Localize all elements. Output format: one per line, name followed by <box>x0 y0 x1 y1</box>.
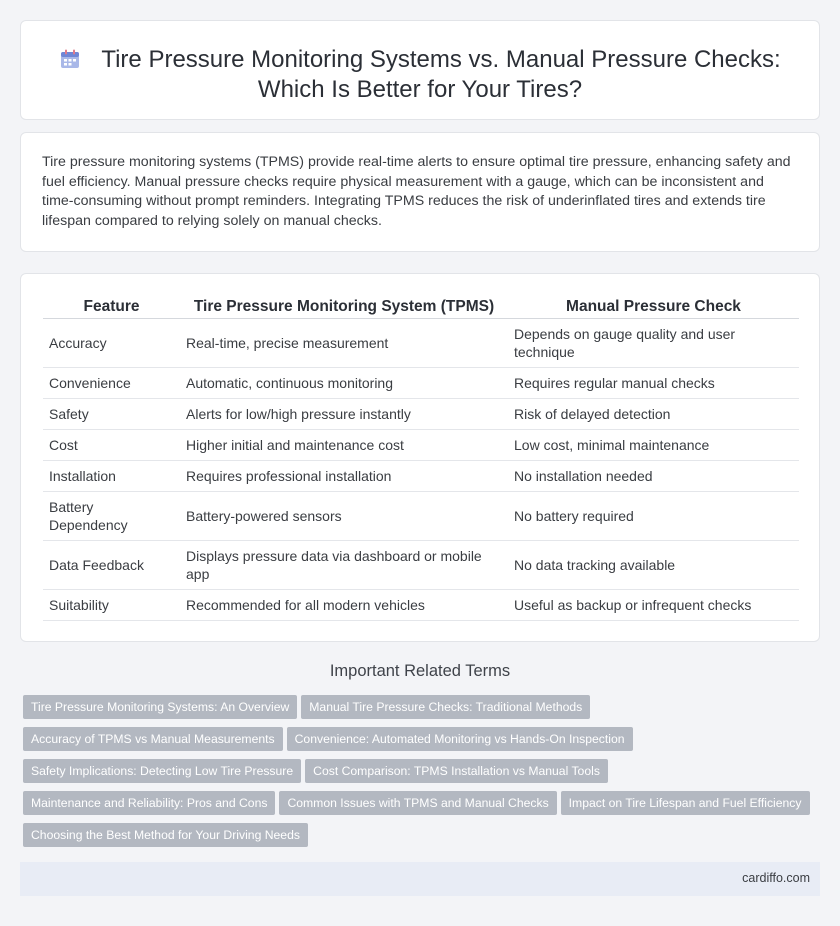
intro-card <box>20 132 820 252</box>
table-row <box>43 541 799 590</box>
related-term-tag[interactable]: Cost Comparison: TPMS Installation vs Manual Tools <box>305 759 608 783</box>
calendar-icon <box>59 48 81 70</box>
table-row <box>43 590 799 621</box>
tpms-cell: Requires professional installation <box>180 461 508 492</box>
manual-cell: Depends on gauge quality and user technique <box>508 319 799 368</box>
comparison-card <box>20 273 820 642</box>
header-manual: Manual Pressure Check <box>508 296 799 319</box>
table-row <box>43 399 799 430</box>
table-row <box>43 319 799 368</box>
footer-site-link[interactable]: cardiffo.com <box>742 871 810 885</box>
manual-cell: Low cost, minimal maintenance <box>508 430 799 461</box>
manual-cell: No installation needed <box>508 461 799 492</box>
related-term-tag[interactable]: Maintenance and Reliability: Pros and Cons <box>23 791 275 815</box>
manual-cell: No battery required <box>508 492 799 541</box>
related-term-tag[interactable]: Accuracy of TPMS vs Manual Measurements <box>23 727 283 751</box>
feature-cell: Accuracy <box>43 319 180 368</box>
tpms-cell: Battery-powered sensors <box>180 492 508 541</box>
table-header-row <box>43 296 799 319</box>
related-term-tag[interactable]: Convenience: Automated Monitoring vs Hands-On Inspection <box>287 727 633 751</box>
manual-cell: Useful as backup or infrequent checks <box>508 590 799 621</box>
title-line-1: Tire Pressure Monitoring Systems vs. Manual Pressure Checks: <box>101 46 781 73</box>
manual-cell: Risk of delayed detection <box>508 399 799 430</box>
related-term-tag[interactable]: Impact on Tire Lifespan and Fuel Efficiency <box>561 791 810 815</box>
tpms-cell: Higher initial and maintenance cost <box>180 430 508 461</box>
feature-cell: Convenience <box>43 368 180 399</box>
comparison-table <box>43 296 799 621</box>
feature-cell: Suitability <box>43 590 180 621</box>
title-line-2: Which Is Better for Your Tires? <box>257 76 583 103</box>
feature-cell: Safety <box>43 399 180 430</box>
feature-cell: Data Feedback <box>43 541 180 590</box>
manual-cell: Requires regular manual checks <box>508 368 799 399</box>
tpms-cell: Real-time, precise measurement <box>180 319 508 368</box>
table-row <box>43 368 799 399</box>
feature-cell: Cost <box>43 430 180 461</box>
related-terms-heading: Important Related Terms <box>329 662 511 680</box>
manual-cell: No data tracking available <box>508 541 799 590</box>
intro-paragraph: Tire pressure monitoring systems (TPMS) provide real-time alerts to ensure optimal tire pressure, enhancing safety and fuel efficiency. Manual pressure checks require physical measurement with a gauge, which can be inconsistent and time-consuming without prompt reminders. Integrating TPMS reduces the risk of underinflated tires and extends tire lifespan compared to relying solely on manual checks. <box>42 154 791 229</box>
related-term-tag[interactable]: Safety Implications: Detecting Low Tire Pressure <box>23 759 301 783</box>
related-terms-list <box>23 695 823 855</box>
related-term-tag[interactable]: Common Issues with TPMS and Manual Checks <box>279 791 556 815</box>
table-row <box>43 430 799 461</box>
title-card <box>20 20 820 120</box>
tpms-cell: Displays pressure data via dashboard or mobile app <box>180 541 508 590</box>
related-term-tag[interactable]: Choosing the Best Method for Your Driving Needs <box>23 823 308 847</box>
footer <box>20 862 820 896</box>
page-title <box>21 45 819 105</box>
table-row <box>43 461 799 492</box>
header-feature: Feature <box>43 296 180 319</box>
header-tpms: Tire Pressure Monitoring System (TPMS) <box>180 296 508 319</box>
feature-cell: Installation <box>43 461 180 492</box>
tpms-cell: Recommended for all modern vehicles <box>180 590 508 621</box>
tpms-cell: Alerts for low/high pressure instantly <box>180 399 508 430</box>
tpms-cell: Automatic, continuous monitoring <box>180 368 508 399</box>
feature-cell: Battery Dependency <box>43 492 180 541</box>
related-term-tag[interactable]: Tire Pressure Monitoring Systems: An Overview <box>23 695 297 719</box>
table-row <box>43 492 799 541</box>
related-term-tag[interactable]: Manual Tire Pressure Checks: Traditional Methods <box>301 695 590 719</box>
